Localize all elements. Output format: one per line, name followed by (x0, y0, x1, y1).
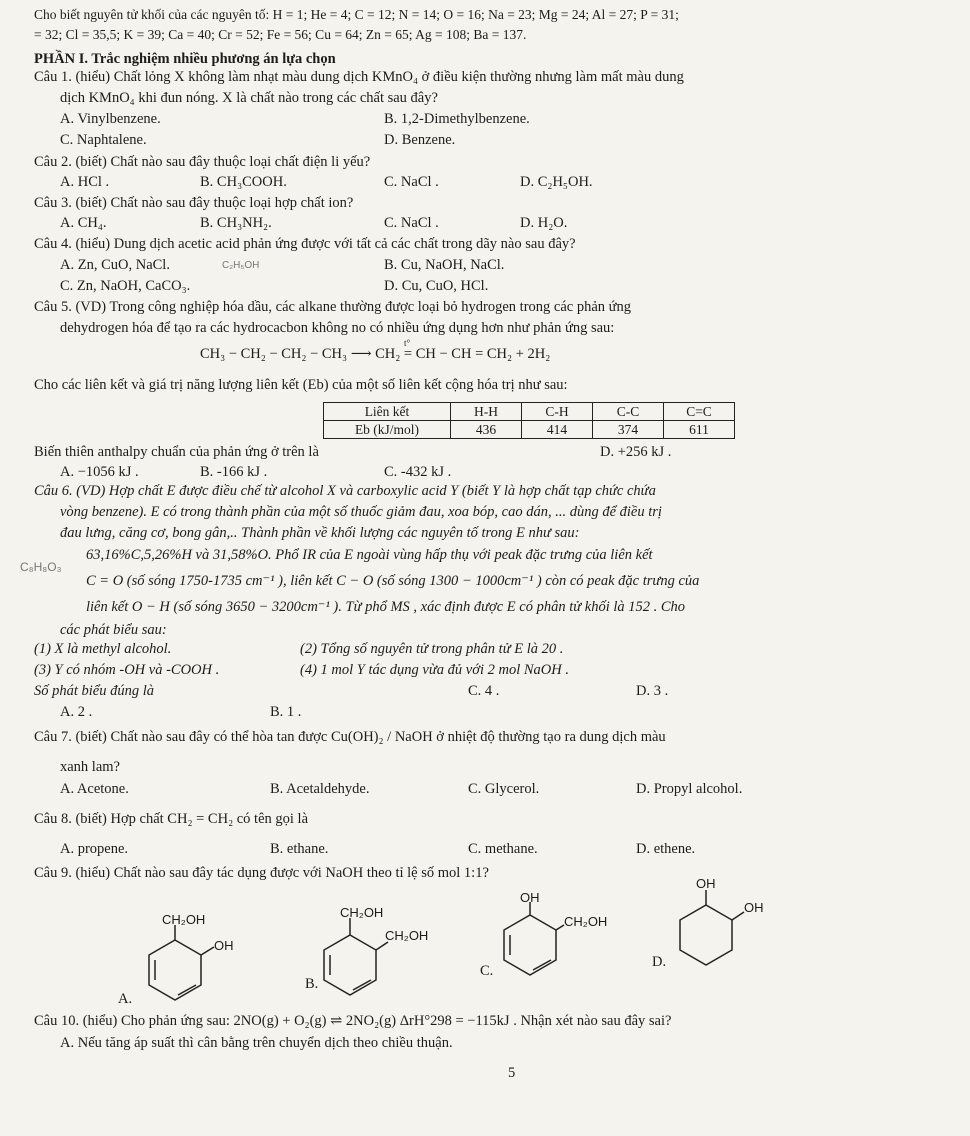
q1-option-a[interactable]: A. Vinylbenzene. (60, 111, 161, 127)
q6-option-d[interactable]: D. 3 . (636, 683, 669, 699)
q9-a-structure-icon (149, 925, 214, 1000)
q6-statement-1: (1) X là methyl alcohol. (34, 641, 172, 657)
q4-option-b[interactable]: B. Cu, NaOH, NaCl. (384, 257, 505, 273)
table-cell: 611 (664, 421, 735, 439)
q9-c-structure-icon (504, 902, 564, 975)
q4-option-c[interactable]: C. Zn, NaOH, CaCO₃. (60, 278, 191, 294)
table-header-cell: Liên kết (324, 403, 451, 421)
table-cell: Eb (kJ/mol) (324, 421, 451, 439)
q2-stem: Câu 2. (biết) Chất nào sau đây thuộc loại chất điện li yếu? (34, 154, 371, 170)
q2-option-b[interactable]: B. CH₃COOH. (200, 174, 287, 190)
q9-a-ch2oh-label: CH₂OH (162, 912, 206, 927)
q5-ask: Biến thiên anthalpy chuẩn của phản ứng ở trên là (34, 444, 319, 460)
table-cell: 436 (451, 421, 522, 439)
atomic-mass-header-line1: Cho biết nguyên tử khối của các nguyên tố: H = 1; He = 4; C = 12; N = 14; O = 16; Na = 23; Mg = 24; Al = 27; P = 31; (34, 7, 679, 22)
q3-option-a[interactable]: A. CH₄. (60, 215, 107, 231)
q9-d-structure-icon (680, 890, 744, 965)
q5-reaction: CH₃ − CH₂ − CH₂ − CH₃ ⟶ CH₂ = CH − CH = CH₂ + 2H₂ (200, 346, 551, 362)
q2-option-d[interactable]: D. C₂H₅OH. (520, 174, 593, 190)
part-title: PHẦN I. Trắc nghiệm nhiều phương án lựa chọn (34, 51, 336, 67)
q1-stem-line1: Câu 1. (hiểu) Chất lỏng X không làm nhạt màu dung dịch KMnO₄ ở điều kiện thường nhưng làm mất màu dung (34, 69, 684, 85)
q5-stem-line1: Câu 5. (VD) Trong công nghiệp hóa dầu, các alkane thường được loại bỏ hydrogen trong các phản ứng (34, 299, 632, 315)
q10-option-a[interactable]: A. Nếu tăng áp suất thì cân bằng trên chuyển dịch theo chiều thuận. (60, 1035, 453, 1051)
q9-stem: Câu 9. (hiểu) Chất nào sau đây tác dụng được với NaOH theo tỉ lệ số mol 1:1? (34, 865, 489, 881)
table-header-cell: C=C (664, 403, 735, 421)
q1-option-b[interactable]: B. 1,2-Dimethylbenzene. (384, 111, 530, 127)
q7-option-b[interactable]: B. Acetaldehyde. (270, 781, 370, 797)
q6-line5: C = O (số sóng 1750-1735 cm⁻¹ ), liên kết C − O (số sóng 1300 − 1000cm⁻¹ ) còn có peak đặc trưng của (86, 573, 700, 589)
q9-d-oh-label-2: OH (744, 900, 764, 915)
q6-line4: 63,16%C,5,26%H và 31,58%O. Phổ IR của E ngoài vùng hấp thụ với peak đặc trưng của liên kết (86, 547, 653, 563)
q8-option-a[interactable]: A. propene. (60, 841, 129, 857)
q7-stem-line2: xanh lam? (60, 759, 120, 775)
q9-c-ch2oh-label: CH₂OH (564, 914, 608, 929)
table-header-cell: C-C (593, 403, 664, 421)
q9-b-structure-icon (324, 918, 388, 995)
q9-b-ch2oh-label-1: CH₂OH (340, 905, 384, 920)
q6-statement-4: (4) 1 mol Y tác dụng vừa đủ với 2 mol NaOH . (300, 662, 569, 678)
atomic-mass-header-line2: = 32; Cl = 35,5; K = 39; Ca = 40; Cr = 52; Fe = 56; Cu = 64; Zn = 65; Ag = 108; Ba = 137. (34, 27, 527, 42)
q6-statement-2: (2) Tổng số nguyên tử trong phân tử E là 20 . (300, 641, 564, 657)
q8-option-d[interactable]: D. ethene. (636, 841, 696, 857)
q6-ask: Số phát biểu đúng là (34, 683, 155, 699)
q2-option-a[interactable]: A. HCl . (60, 174, 110, 190)
table-cell: 414 (522, 421, 593, 439)
q5-table-intro: Cho các liên kết và giá trị năng lượng liên kết (Eb) của một số liên kết cộng hóa trị như sau: (34, 377, 568, 393)
q5-option-c[interactable]: C. -432 kJ . (384, 464, 452, 480)
q7-stem-line1: Câu 7. (biết) Chất nào sau đây có thể hòa tan được Cu(OH)₂ / NaOH ở nhiệt độ thường tạo ra dung dịch màu (34, 729, 666, 745)
table-header-cell: H-H (451, 403, 522, 421)
q3-option-c[interactable]: C. NaCl . (384, 215, 439, 231)
q6-line2: vòng benzene). E có trong thành phần của một số thuốc giảm đau, xoa bóp, cao dán, ... dùng để điều trị (60, 504, 662, 520)
page-number: 5 (508, 1065, 516, 1081)
q9-d-oh-label-1: OH (696, 876, 716, 891)
q9-option-c[interactable]: C. (480, 963, 494, 979)
table-header-cell: C-H (522, 403, 593, 421)
q8-stem: Câu 8. (biết) Hợp chất CH₂ = CH₂ có tên gọi là (34, 811, 309, 827)
q4-handwritten-note: C₂H₅OH (222, 260, 260, 271)
q4-option-d[interactable]: D. Cu, CuO, HCl. (384, 278, 489, 294)
q10-stem: Câu 10. (hiểu) Cho phản ứng sau: 2NO(g) + O₂(g) ⇌ 2NO₂(g) ΔrH°298 = −115kJ . Nhận xét nào sau đây sai? (34, 1013, 672, 1029)
q9-option-d[interactable]: D. (652, 954, 667, 970)
q1-option-d[interactable]: D. Benzene. (384, 132, 456, 148)
q5-option-a[interactable]: A. −1056 kJ . (60, 464, 139, 480)
q6-statement-3: (3) Y có nhóm -OH và -COOH . (34, 662, 220, 678)
q5-stem-line2: dehydrogen hóa để tạo ra các hydrocacbon không no có nhiều ứng dụng hơn như phản ứng sau: (60, 320, 615, 336)
q9-a-oh-label: OH (214, 938, 234, 953)
q5-option-b[interactable]: B. -166 kJ . (200, 464, 268, 480)
q3-stem: Câu 3. (biết) Chất nào sau đây thuộc loại hợp chất ion? (34, 195, 354, 211)
q6-line1: Câu 6. (VD) Hợp chất E được điều chế từ alcohol X và carboxylic acid Y (biết Y là hợp chất tạp chức chứa (34, 483, 656, 499)
q4-option-a[interactable]: A. Zn, CuO, NaCl. (60, 257, 170, 273)
q5-reaction-condition: t° (404, 338, 411, 348)
table-cell: 374 (593, 421, 664, 439)
q6-option-c[interactable]: C. 4 . (468, 683, 500, 699)
q9-b-ch2oh-label-2: CH₂OH (385, 928, 429, 943)
q5-option-d[interactable]: D. +256 kJ . (600, 444, 672, 460)
q1-option-c[interactable]: C. Naphtalene. (60, 132, 147, 148)
q9-option-a[interactable]: A. (118, 991, 133, 1007)
q3-option-b[interactable]: B. CH₃NH₂. (200, 215, 272, 231)
q4-stem: Câu 4. (hiểu) Dung dịch acetic acid phản ứng được với tất cả các chất trong dãy nào sau đây? (34, 236, 576, 252)
q6-line6: liên kết O − H (số sóng 3650 − 3200cm⁻¹ ). Từ phổ MS , xác định được E có phân tử khối là 152 . Cho (86, 599, 686, 615)
q6-line3: đau lưng, căng cơ, bong gân,.. Thành phần về khối lượng các nguyên tố trong E như sau: (60, 525, 580, 541)
q6-option-b[interactable]: B. 1 . (270, 704, 302, 720)
q6-line7: các phát biểu sau: (60, 622, 167, 638)
q8-option-b[interactable]: B. ethane. (270, 841, 329, 857)
q2-option-c[interactable]: C. NaCl . (384, 174, 439, 190)
q1-stem-line2: dịch KMnO₄ khi đun nóng. X là chất nào trong các chất sau đây? (60, 90, 438, 106)
q6-option-a[interactable]: A. 2 . (60, 704, 93, 720)
q7-option-d[interactable]: D. Propyl alcohol. (636, 781, 743, 797)
q6-handwritten-formula: C₈H₈O₃ (20, 560, 62, 574)
q9-c-oh-label: OH (520, 890, 540, 905)
q7-option-c[interactable]: C. Glycerol. (468, 781, 540, 797)
q7-option-a[interactable]: A. Acetone. (60, 781, 129, 797)
q8-option-c[interactable]: C. methane. (468, 841, 538, 857)
q9-option-b[interactable]: B. (305, 976, 319, 992)
q3-option-d[interactable]: D. H₂O. (520, 215, 568, 231)
